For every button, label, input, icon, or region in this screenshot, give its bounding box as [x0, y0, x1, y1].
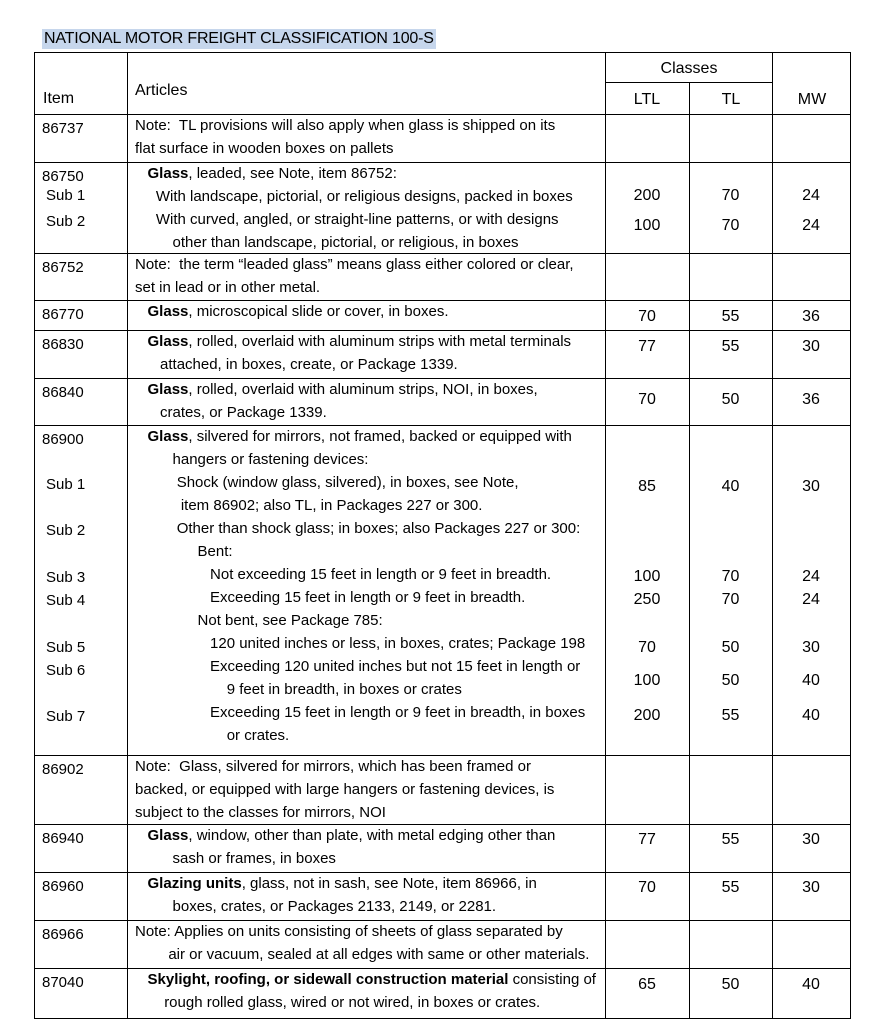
article-indent — [135, 994, 164, 1011]
item-number: 87040 — [42, 974, 84, 991]
header-tl: TL — [721, 91, 741, 108]
article-indent — [135, 303, 148, 320]
article-line — [135, 253, 574, 276]
article-indent — [135, 589, 210, 606]
article-indent — [135, 451, 173, 468]
class-ltl: 100 — [633, 568, 661, 585]
table-border-top — [34, 52, 851, 53]
article-line — [135, 801, 386, 824]
article-text: Exceeding 15 feet in length or 9 feet in breadth. — [210, 589, 526, 606]
class-ltl: 70 — [638, 879, 656, 896]
header-item: Item — [43, 90, 75, 107]
class-mw: 24 — [802, 217, 820, 234]
page-title: NATIONAL MOTOR FREIGHT CLASSIFICATION 100-S — [44, 30, 434, 47]
article-line — [135, 724, 289, 747]
article-bold-term: Glass — [147, 428, 189, 445]
header-classes: Classes — [660, 60, 718, 77]
article-text: subject to the classes for mirrors, NOI — [135, 804, 386, 821]
article-indent — [135, 704, 210, 721]
article-line — [135, 540, 233, 563]
item-number: 86752 — [42, 259, 84, 276]
article-line — [135, 185, 573, 208]
class-mw: 24 — [802, 568, 820, 585]
class-mw: 40 — [802, 707, 820, 724]
class-ltl: 70 — [638, 308, 656, 325]
article-indent — [135, 333, 148, 350]
article-line — [135, 330, 571, 353]
item-number: 86830 — [42, 336, 84, 353]
article-bold-term: Skylight, roofing, or sidewall construction material — [147, 971, 509, 988]
article-line — [135, 701, 585, 724]
class-mw: 30 — [802, 879, 820, 896]
article-indent — [135, 875, 148, 892]
class-mw: 30 — [802, 639, 820, 656]
class-ltl: 70 — [638, 639, 656, 656]
article-text: flat surface in wooden boxes on pallets — [135, 140, 394, 157]
article-bold-term: Glass — [147, 165, 189, 182]
class-tl: 55 — [721, 831, 740, 848]
class-tl: 50 — [721, 639, 740, 656]
article-line — [135, 378, 538, 401]
article-indent — [135, 827, 148, 844]
article-line — [135, 655, 580, 678]
article-indent — [135, 635, 210, 652]
header-ltl: LTL — [633, 91, 661, 108]
article-text: With curved, angled, or straight-line patterns, or with designs — [155, 211, 559, 228]
article-line — [135, 517, 580, 540]
article-line — [135, 991, 540, 1014]
article-indent — [135, 850, 173, 867]
sub-label: Sub 3 — [46, 569, 86, 586]
article-indent — [135, 474, 177, 491]
class-ltl: 200 — [633, 707, 661, 724]
article-line — [135, 425, 572, 448]
sub-label: Sub 1 — [46, 187, 86, 204]
article-line — [135, 471, 519, 494]
article-text: rough rolled glass, wired or not wired, in boxes or crates. — [164, 994, 541, 1011]
article-indent — [135, 971, 148, 988]
item-number: 86770 — [42, 306, 84, 323]
article-text: other than landscape, pictorial, or religious, in boxes — [172, 234, 519, 251]
article-indent — [135, 946, 168, 963]
article-text: Note: Glass, silvered for mirrors, which has been framed or — [135, 758, 531, 775]
item-number: 86966 — [42, 926, 84, 943]
article-indent — [135, 520, 177, 537]
article-text: Note: Applies on units consisting of sheets of glass separated by — [135, 923, 563, 940]
class-ltl: 77 — [638, 338, 656, 355]
item-number: 86840 — [42, 384, 84, 401]
article-line — [135, 276, 320, 299]
article-indent — [135, 681, 227, 698]
article-text: Not bent, see Package 785: — [197, 612, 383, 629]
article-text: , leaded, see Note, item 86752: — [188, 165, 397, 182]
article-indent — [135, 234, 173, 251]
article-text: hangers or fastening devices: — [172, 451, 369, 468]
article-line — [135, 920, 563, 943]
article-text: sash or frames, in boxes — [172, 850, 336, 867]
class-ltl: 85 — [638, 478, 656, 495]
article-line — [135, 678, 462, 701]
class-tl: 70 — [721, 217, 740, 234]
class-tl: 55 — [721, 879, 740, 896]
class-mw: 30 — [802, 478, 820, 495]
article-indent — [135, 404, 160, 421]
class-mw: 40 — [802, 976, 820, 993]
item-number: 86940 — [42, 830, 84, 847]
sub-label: Sub 7 — [46, 708, 86, 725]
article-text: boxes, crates, or Packages 2133, 2149, or 2281. — [172, 898, 497, 915]
class-mw: 24 — [802, 591, 820, 608]
item-number: 86902 — [42, 761, 84, 778]
article-line — [135, 943, 589, 966]
class-tl: 55 — [721, 338, 740, 355]
article-text: , window, other than plate, with metal edging other than — [188, 827, 556, 844]
class-mw: 24 — [802, 187, 820, 204]
class-ltl: 100 — [633, 217, 661, 234]
article-text: or crates. — [226, 727, 290, 744]
article-line — [135, 300, 449, 323]
article-indent — [135, 188, 156, 205]
class-mw: 40 — [802, 672, 820, 689]
article-text: 9 feet in breadth, in boxes or crates — [226, 681, 462, 698]
sub-label: Sub 6 — [46, 662, 86, 679]
article-text: , rolled, overlaid with aluminum strips, NOI, in boxes, — [188, 381, 538, 398]
row-separator — [34, 1018, 851, 1019]
item-number: 86960 — [42, 878, 84, 895]
article-text: Not exceeding 15 feet in length or 9 feet in breadth. — [210, 566, 552, 583]
article-indent — [135, 497, 181, 514]
article-line — [135, 208, 559, 231]
class-ltl: 100 — [633, 672, 661, 689]
article-indent — [135, 566, 210, 583]
article-text: crates, or Package 1339. — [160, 404, 327, 421]
article-text: 120 united inches or less, in boxes, crates; Package 198 — [210, 635, 586, 652]
article-text: , microscopical slide or cover, in boxes. — [188, 303, 449, 320]
article-text: air or vacuum, sealed at all edges with same or other materials. — [168, 946, 590, 963]
column-line-item — [34, 52, 35, 1018]
class-mw: 36 — [802, 308, 820, 325]
article-line — [135, 872, 537, 895]
article-line — [135, 847, 336, 870]
article-bold-term: Glass — [147, 303, 189, 320]
article-line — [135, 895, 496, 918]
article-text: With landscape, pictorial, or religious designs, packed in boxes — [155, 188, 573, 205]
column-line-articles — [127, 52, 128, 1018]
class-tl: 50 — [721, 976, 740, 993]
item-number: 86900 — [42, 431, 84, 448]
article-indent — [135, 727, 227, 744]
class-ltl: 200 — [633, 187, 661, 204]
article-text: item 86902; also TL, in Packages 227 or 300. — [180, 497, 483, 514]
article-line — [135, 494, 482, 517]
class-tl: 55 — [721, 707, 740, 724]
sub-label: Sub 2 — [46, 522, 86, 539]
class-tl: 70 — [721, 568, 740, 585]
article-bold-term: Glass — [147, 381, 189, 398]
article-line — [135, 563, 551, 586]
item-number: 86737 — [42, 120, 84, 137]
article-text: attached, in boxes, create, or Package 1339. — [160, 356, 458, 373]
class-mw: 36 — [802, 391, 820, 408]
article-text: Shock (window glass, silvered), in boxes, see Note, — [176, 474, 519, 491]
class-mw: 30 — [802, 338, 820, 355]
article-bold-term: Glazing units — [147, 875, 242, 892]
article-line — [135, 162, 397, 185]
article-text: set in lead or in other metal. — [135, 279, 321, 296]
article-line — [135, 586, 525, 609]
article-text: Exceeding 120 united inches but not 15 feet in length or — [210, 658, 581, 675]
article-indent — [135, 898, 173, 915]
class-ltl: 250 — [633, 591, 661, 608]
article-indent — [135, 165, 148, 182]
article-indent — [135, 211, 156, 228]
sub-label: Sub 4 — [46, 592, 86, 609]
article-indent — [135, 356, 160, 373]
class-tl: 50 — [721, 391, 740, 408]
sub-label: Sub 2 — [46, 213, 86, 230]
article-text: , silvered for mirrors, not framed, backed or equipped with — [188, 428, 572, 445]
article-text: backed, or equipped with large hangers or fastening devices, is — [135, 781, 555, 798]
article-line — [135, 401, 327, 424]
class-tl: 70 — [721, 187, 740, 204]
article-text: Note: the term “leaded glass” means glass either colored or clear, — [135, 256, 574, 273]
sub-label: Sub 5 — [46, 639, 86, 656]
article-line — [135, 448, 368, 471]
class-tl: 40 — [721, 478, 740, 495]
class-mw: 30 — [802, 831, 820, 848]
article-line — [135, 609, 383, 632]
article-bold-term: Glass — [147, 333, 189, 350]
class-ltl: 77 — [638, 831, 656, 848]
article-text: Exceeding 15 feet in length or 9 feet in breadth, in boxes — [210, 704, 586, 721]
class-tl: 50 — [721, 672, 740, 689]
article-indent — [135, 543, 198, 560]
article-text: consisting of — [508, 971, 596, 988]
article-line — [135, 778, 554, 801]
sub-label: Sub 1 — [46, 476, 86, 493]
article-line — [135, 114, 555, 137]
article-line — [135, 755, 531, 778]
article-line — [135, 968, 596, 991]
article-indent — [135, 381, 148, 398]
class-tl: 55 — [721, 308, 740, 325]
article-line — [135, 353, 458, 376]
column-line-end — [850, 52, 851, 1018]
class-ltl: 65 — [638, 976, 656, 993]
article-indent — [135, 612, 198, 629]
class-ltl: 70 — [638, 391, 656, 408]
header-articles: Articles — [135, 82, 188, 99]
article-text: , glass, not in sash, see Note, item 86966, in — [241, 875, 537, 892]
article-line — [135, 137, 394, 160]
article-text: , rolled, overlaid with aluminum strips with metal terminals — [188, 333, 572, 350]
article-indent — [135, 658, 210, 675]
article-text: Bent: — [197, 543, 233, 560]
article-indent — [135, 428, 148, 445]
item-number: 86750 — [42, 168, 84, 185]
article-text: Note: TL provisions will also apply when glass is shipped on its — [135, 117, 556, 134]
article-line — [135, 231, 519, 254]
article-bold-term: Glass — [147, 827, 189, 844]
header-mw: MW — [797, 91, 827, 108]
class-tl: 70 — [721, 591, 740, 608]
article-text: Other than shock glass; in boxes; also Packages 227 or 300: — [176, 520, 581, 537]
article-line — [135, 632, 585, 655]
article-line — [135, 824, 555, 847]
